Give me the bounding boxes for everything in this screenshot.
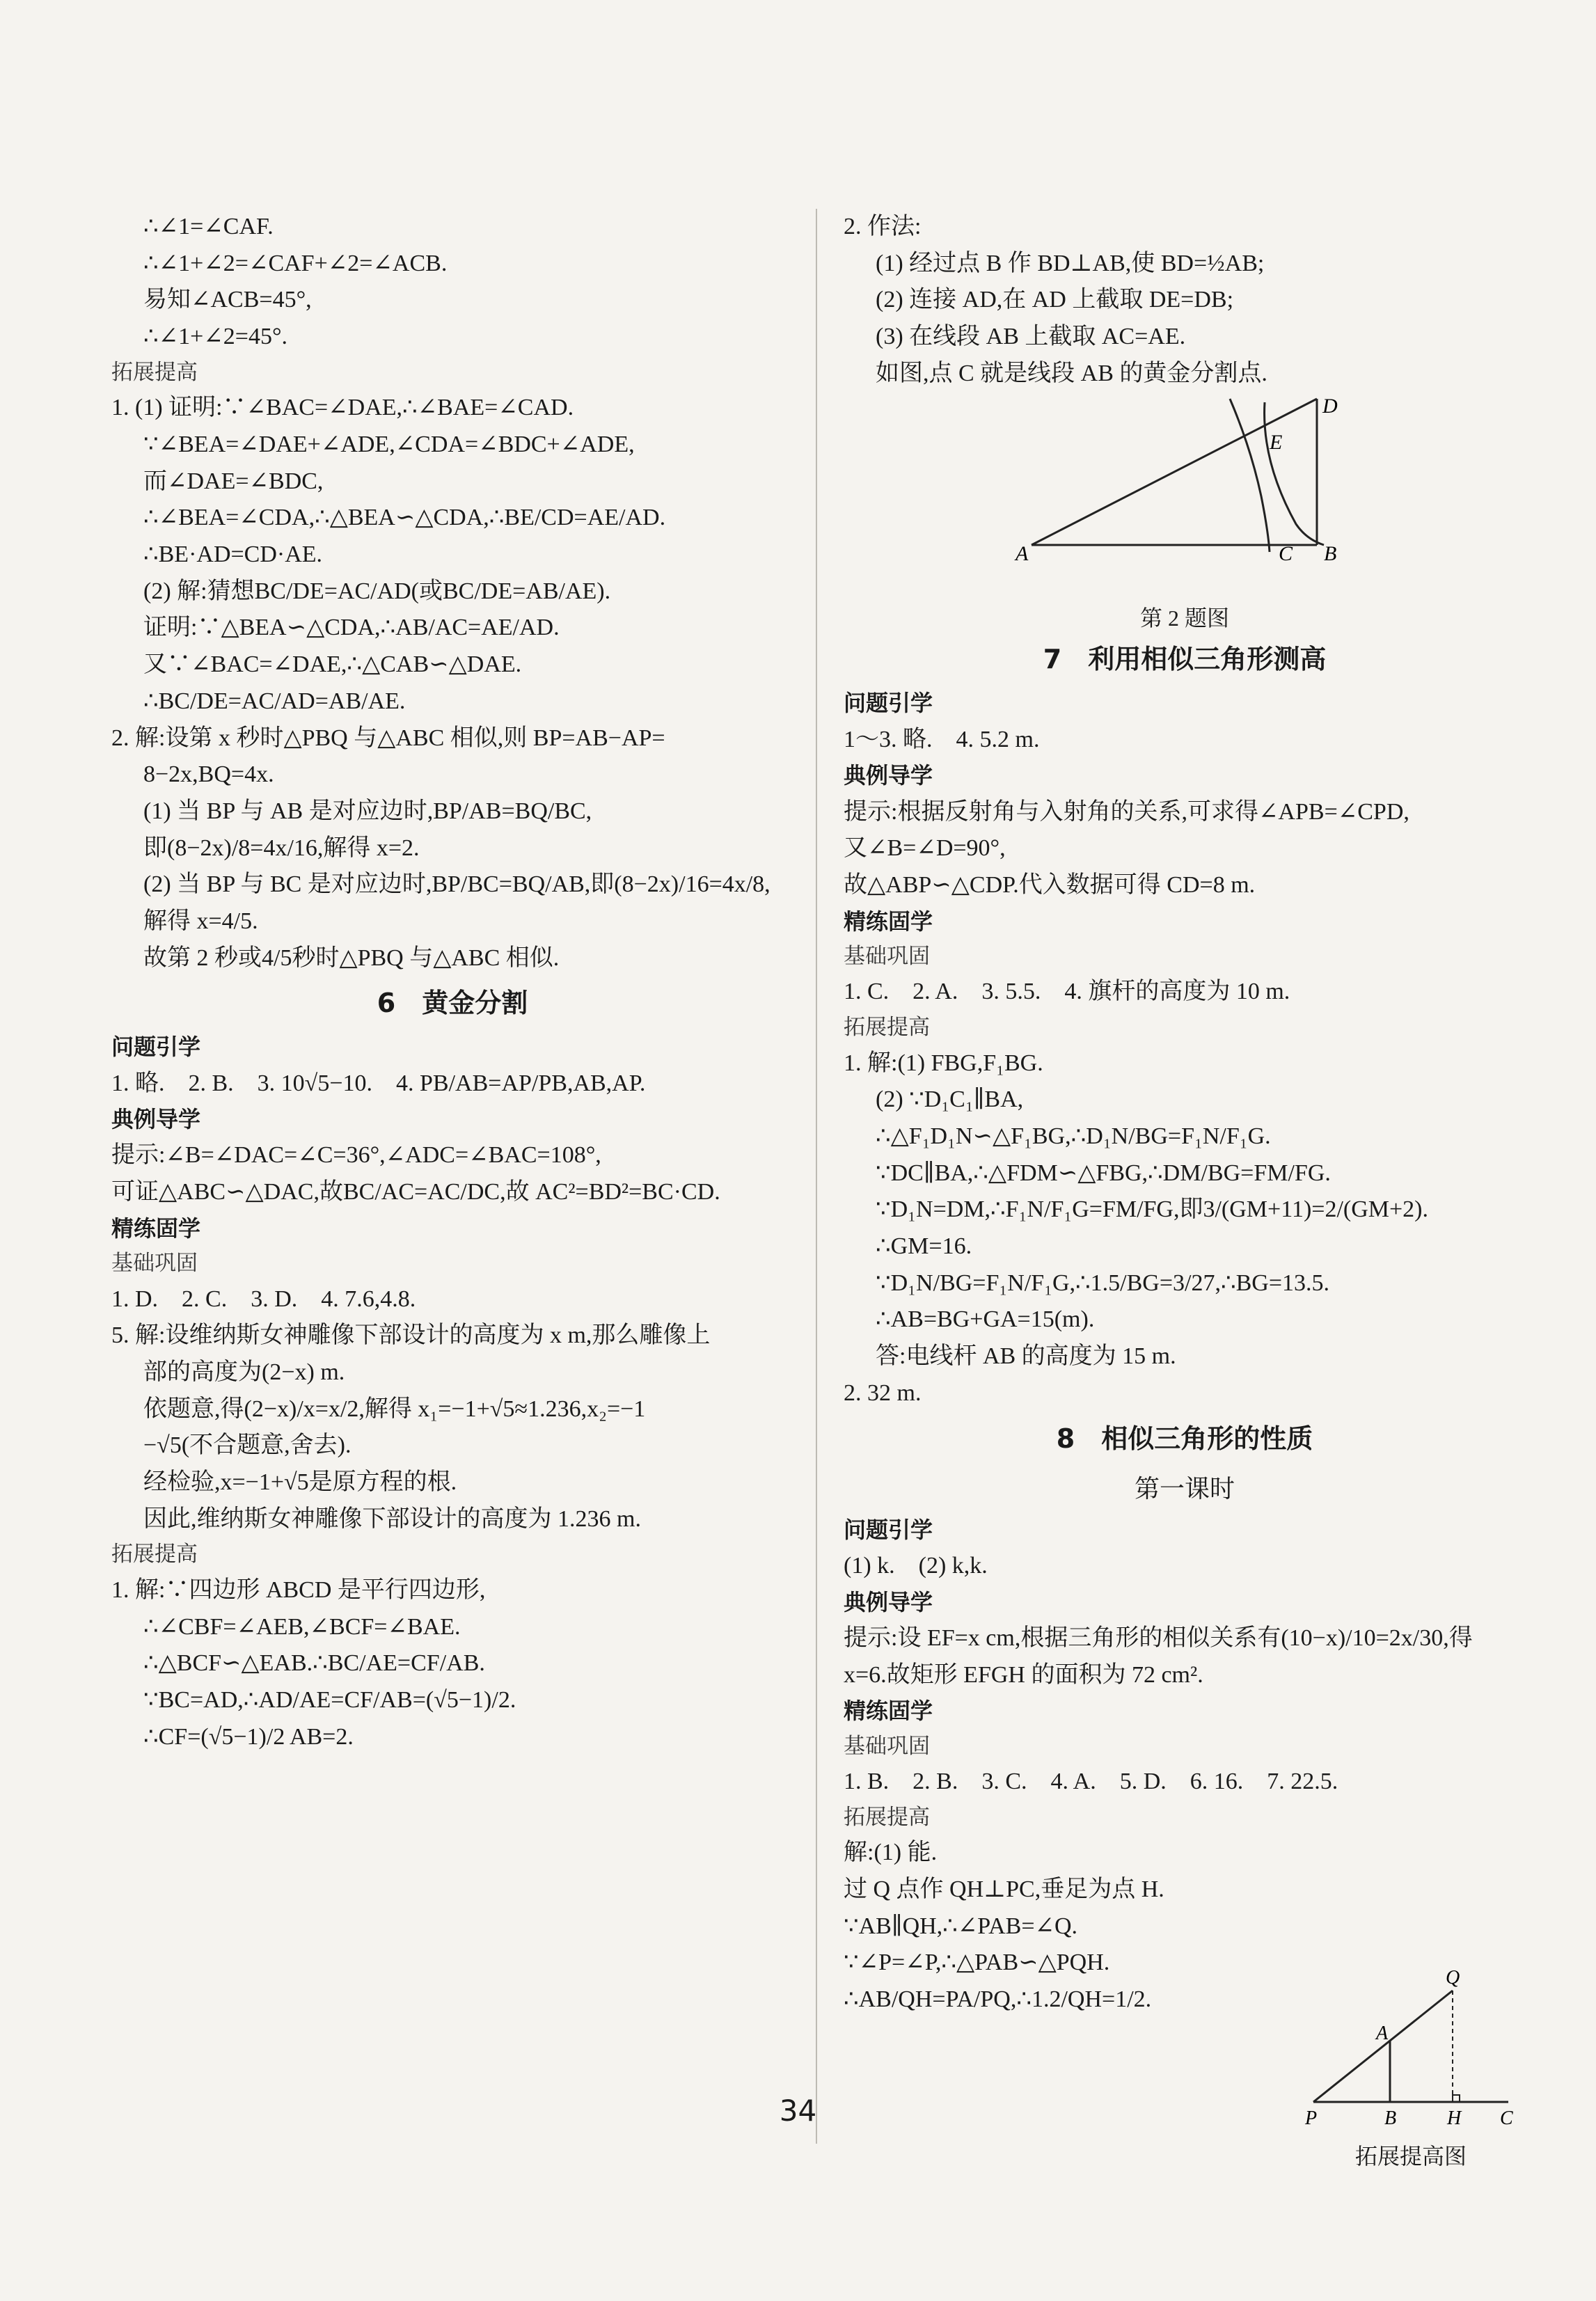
label-A2: A: [1376, 2023, 1389, 2044]
right-lesson-title: 第一课时: [1134, 1474, 1235, 1503]
label-D: D: [1322, 395, 1338, 418]
label-P: P: [1305, 2108, 1318, 2129]
right-text-line: 解:(1) 能.: [844, 1840, 938, 1866]
right-text-line: 答:电线杆 AB 的高度为 15 m.: [876, 1343, 1176, 1370]
right-text-line: 提示:根据反射角与入射角的关系,可求得∠APB=∠CPD,: [844, 798, 1409, 825]
right-text-line: ∵D₁N=DM,∴F₁N/F₁G=FM/FG,即3/(GM+11)=2/(GM+2).: [876, 1196, 1429, 1223]
right-section-heading: 典例导学: [844, 762, 933, 789]
left-text-line: 1. 略. 2. B. 3. 10√5−10. 4. PB/AB=AP/PB,AB,AP.: [111, 1070, 646, 1096]
left-text-line: 易知∠ACB=45°,: [143, 287, 312, 313]
right-section-heading: 典例导学: [844, 1588, 933, 1615]
left-text-line: ∴BE·AD=CD·AE.: [143, 541, 323, 568]
right-text-line: (1) k. (2) k,k.: [844, 1553, 988, 1579]
left-text-line: (2) 解:猜想BC/DE=AC/AD(或BC/DE=AB/AE).: [143, 578, 611, 604]
left-text-line: ∴∠BEA=∠CDA,∴△BEA∽△CDA,∴BE/CD=AE/AD.: [143, 505, 666, 531]
right-text-line: 1. C. 2. A. 3. 5.5. 4. 旗杆的高度为 10 m.: [844, 979, 1290, 1005]
golden-section-diagram: [844, 392, 1526, 601]
right-top-section: [844, 209, 1526, 392]
left-text-line: 2. 解:设第 x 秒时△PBQ 与△ABC 相似,则 BP=AB−AP=: [111, 725, 665, 751]
left-text-line: ∴△BCF∽△EAB.∴BC/AE=CF/AB.: [143, 1650, 485, 1677]
left-text-line: 提示:∠B=∠DAC=∠C=36°,∠ADC=∠BAC=108°,: [111, 1142, 601, 1169]
left-text-line: 部的高度为(2−x) m.: [143, 1359, 345, 1385]
label-C2: C: [1500, 2108, 1513, 2129]
right-text-line: ∵AB∥QH,∴∠PAB=∠Q.: [844, 1913, 1078, 1939]
left-text-line: ∴∠1+∠2=45°.: [143, 324, 288, 350]
right-text-line: 2. 作法:: [844, 214, 922, 239]
left-text-line: 经检验,x=−1+√5是原方程的根.: [143, 1469, 457, 1495]
right-text-line: (1) 经过点 B 作 BD⊥AB,使 BD=½AB;: [876, 250, 1265, 276]
right-text-line: 1～3. 略. 4. 5.2 m.: [844, 726, 1040, 752]
left-text-line: −√5(不合题意,舍去).: [143, 1432, 351, 1459]
right-text-line: ∴AB=BG+GA=15(m).: [876, 1306, 1095, 1333]
figure-caption-2: 拓展提高图: [1354, 2144, 1467, 2169]
left-text-line: 1. D. 2. C. 3. D. 4. 7.6,4.8.: [111, 1286, 416, 1312]
left-text-line: (2) 当 BP 与 BC 是对应边时,BP/BC=BQ/AB,即(8−2x)/16=4x/8,: [143, 871, 771, 898]
right-text-line: x=6.故矩形 EFGH 的面积为 72 cm².: [844, 1661, 1203, 1688]
left-section-heading: 典例导学: [111, 1106, 201, 1133]
left-text-line: 8−2x,BQ=4x.: [143, 761, 274, 788]
right-text-line: 提示:设 EF=x cm,根据三角形的相似关系有(10−x)/10=2x/30,得: [844, 1624, 1473, 1651]
right-text-line: ∴AB/QH=PA/PQ,∴1.2/QH=1/2.: [844, 1986, 1152, 2013]
left-text-line: 1. 解:∵四边形 ABCD 是平行四边形,: [111, 1576, 486, 1603]
left-text-line: 即(8−2x)/8=4x/16,解得 x=2.: [143, 835, 420, 861]
right-main-section: [844, 633, 1526, 2018]
right-text-line: (2) 连接 AD,在 AD 上截取 DE=DB;: [876, 287, 1234, 313]
right-text-line: 1. B. 2. B. 3. C. 4. A. 5. D. 6. 16. 7. 22.5.: [844, 1769, 1338, 1795]
right-subsection-heading: 拓展提高: [844, 1804, 930, 1830]
left-text-line: ∴∠1+∠2=∠CAF+∠2=∠ACB.: [143, 250, 448, 276]
right-subsection-heading: 基础巩固: [844, 1733, 930, 1759]
right-text-line: ∵∠P=∠P,∴△PAB∽△PQH.: [844, 1950, 1110, 1976]
left-text-line: (1) 当 BP 与 AB 是对应边时,BP/AB=BQ/BC,: [143, 798, 592, 824]
left-text-line: 而∠DAE=∠BDC,: [143, 468, 324, 494]
left-text-line: 可证△ABC∽△DAC,故BC/AC=AC/DC,故 AC²=BD²=BC·CD.: [111, 1179, 720, 1205]
left-text-line: 因此,维纳斯女神雕像下部设计的高度为 1.236 m.: [143, 1505, 641, 1532]
right-section-heading: 精练固学: [844, 1698, 933, 1725]
left-text-line: ∵BC=AD,∴AD/AE=CF/AB=(√5−1)/2.: [143, 1687, 516, 1714]
right-text-line: ∵DC∥BA,∴△FDM∽△FBG,∴DM/BG=FM/FG.: [876, 1160, 1331, 1186]
left-text-line: 解得 x=4/5.: [143, 908, 258, 934]
right-text-line: ∴△F₁D₁N∽△F₁BG,∴D₁N/BG=F₁N/F₁G.: [876, 1123, 1271, 1149]
left-text-line: ∴CF=(√5−1)/2 AB=2.: [143, 1723, 354, 1750]
right-chapter-title: 7 利用相似三角形测高: [1043, 644, 1327, 675]
right-chapter-title: 8 相似三角形的性质: [1056, 1423, 1313, 1454]
left-subsection-heading: 基础巩固: [111, 1250, 198, 1276]
left-text-line: ∵∠BEA=∠DAE+∠ADE,∠CDA=∠BDC+∠ADE,: [143, 432, 635, 458]
left-chapter-title: 6 黄金分割: [377, 988, 528, 1019]
left-text-line: ∴∠CBF=∠AEB,∠BCF=∠BAE.: [143, 1613, 461, 1640]
label-B: B: [1324, 542, 1337, 566]
right-text-line: (2) ∵D₁C₁∥BA,: [876, 1086, 1024, 1113]
label-A: A: [1016, 542, 1029, 566]
right-text-line: 如图,点 C 就是线段 AB 的黄金分割点.: [876, 360, 1267, 386]
right-section-heading: 问题引学: [844, 1516, 933, 1543]
right-text-line: 过 Q 点作 QH⊥PC,垂足为点 H.: [844, 1876, 1164, 1903]
right-section-heading: 精练固学: [844, 908, 933, 935]
label-E: E: [1270, 431, 1283, 454]
right-text-line: 1. 解:(1) FBG,F₁BG.: [844, 1050, 1043, 1076]
left-column: [111, 209, 793, 1755]
right-text-line: 又∠B=∠D=90°,: [844, 835, 1006, 862]
left-section-heading: 问题引学: [111, 1034, 201, 1061]
left-text-line: 证明:∵△BEA∽△CDA,∴AB/AC=AE/AD.: [143, 615, 560, 641]
left-subsection-heading: 拓展提高: [111, 1542, 198, 1567]
right-text-line: ∵D₁N/BG=F₁N/F₁G,∴1.5/BG=3/27,∴BG=13.5.: [876, 1270, 1329, 1296]
right-text-line: 故△ABP∽△CDP.代入数据可得 CD=8 m.: [844, 871, 1256, 898]
right-text-line: (3) 在线段 AB 上截取 AC=AE.: [876, 324, 1186, 350]
right-subsection-heading: 基础巩固: [844, 943, 930, 969]
label-H: H: [1447, 2108, 1462, 2129]
left-text-line: 又∵∠BAC=∠DAE,∴△CAB∽△DAE.: [143, 651, 522, 678]
figure-caption-1: 第 2 题图: [1139, 606, 1229, 631]
page-number: 34: [779, 2094, 817, 2128]
left-subsection-heading: 拓展提高: [111, 359, 198, 385]
figure-golden-section: [844, 392, 1526, 601]
right-section-heading: 问题引学: [844, 690, 933, 717]
label-B2: B: [1384, 2108, 1397, 2129]
left-text-line: 故第 2 秒或4/5秒时△PBQ 与△ABC 相似.: [143, 944, 560, 971]
right-column: [844, 209, 1526, 2169]
left-text-line: ∴∠1=∠CAF.: [143, 214, 274, 239]
right-subsection-heading: 拓展提高: [844, 1015, 930, 1041]
label-Q: Q: [1446, 1967, 1460, 1988]
left-section-heading: 精练固学: [111, 1215, 201, 1242]
label-C: C: [1279, 542, 1293, 566]
right-text-line: ∴GM=16.: [876, 1233, 972, 1260]
left-text-line: ∴BC/DE=AC/AD=AB/AE.: [143, 688, 406, 714]
right-text-line: 2. 32 m.: [844, 1379, 922, 1406]
left-text-line: 依题意,得(2−x)/x=x/2,解得 x₁=−1+√5≈1.236,x₂=−1: [143, 1395, 646, 1422]
left-text-line: 1. (1) 证明:∵∠BAC=∠DAE,∴∠BAE=∠CAD.: [111, 395, 574, 421]
left-text-line: 5. 解:设维纳斯女神雕像下部设计的高度为 x m,那么雕像上: [111, 1322, 711, 1349]
column-divider: [816, 209, 817, 2144]
